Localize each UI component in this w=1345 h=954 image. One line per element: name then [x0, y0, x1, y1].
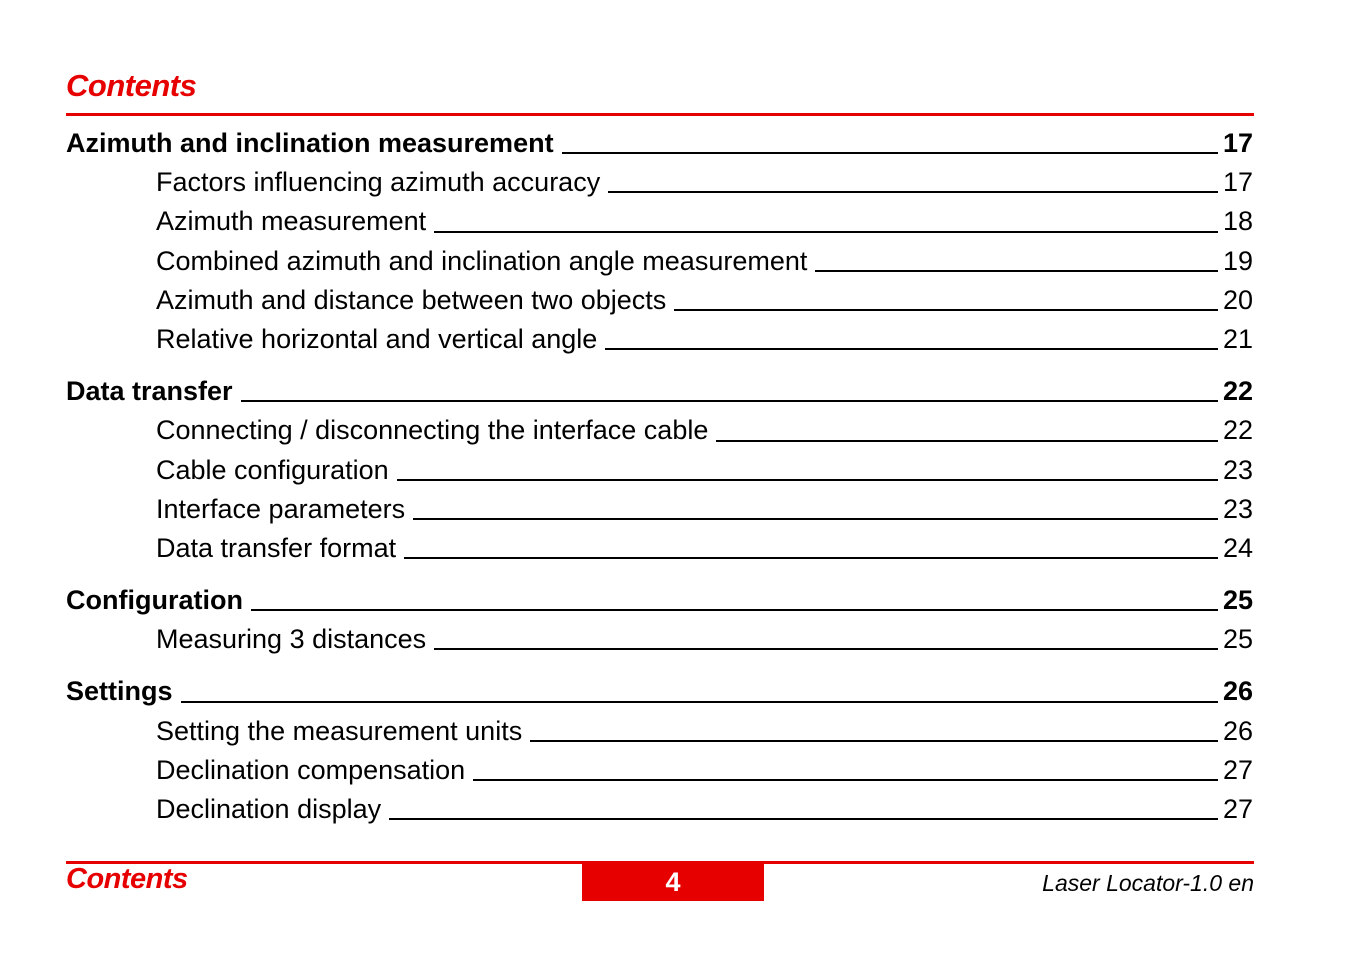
- toc-entry-page: 23: [1222, 454, 1253, 485]
- toc-section: [66, 581, 1253, 659]
- toc-entry-title: Data transfer: [66, 376, 233, 407]
- toc-entry-sub[interactable]: [66, 163, 1253, 202]
- toc-entry-title: Configuration: [66, 585, 243, 616]
- toc-entry-page: 26: [1222, 715, 1253, 746]
- toc-leader: [389, 790, 1221, 829]
- toc-entry-page: 22: [1222, 415, 1253, 446]
- toc-entry-page: 24: [1222, 532, 1253, 563]
- page-number-badge: 4: [582, 864, 764, 901]
- toc-entry-title: Measuring 3 distances: [156, 624, 427, 655]
- toc-entry-page: 23: [1222, 493, 1253, 524]
- toc-entry-page: 17: [1222, 167, 1253, 198]
- page-title: Contents: [66, 68, 197, 103]
- toc-leader: [397, 451, 1221, 490]
- toc-entry-main[interactable]: [66, 581, 1253, 620]
- toc-entry-title: Settings: [66, 676, 173, 707]
- toc-leader: [251, 581, 1221, 620]
- toc-entry-page: 26: [1222, 676, 1253, 707]
- toc-entry-title: Data transfer format: [156, 532, 397, 563]
- toc-leader: [434, 620, 1221, 659]
- toc-entry-page: 18: [1222, 206, 1253, 237]
- toc-leader: [562, 124, 1221, 163]
- toc-entry-page: 22: [1222, 376, 1253, 407]
- toc-section: [66, 672, 1253, 829]
- toc-entry-sub[interactable]: [66, 451, 1253, 490]
- toc-entry-sub[interactable]: [66, 320, 1253, 359]
- toc-leader: [815, 242, 1221, 281]
- toc-entry-page: 21: [1222, 323, 1253, 354]
- toc-leader: [413, 490, 1221, 529]
- toc-entry-title: Declination display: [156, 794, 382, 824]
- toc-leader: [674, 281, 1221, 320]
- footer-product-name: Laser Locator-1.0 en: [1042, 870, 1254, 896]
- toc-entry-page: 25: [1222, 624, 1253, 655]
- toc-entry-page: 19: [1222, 245, 1253, 276]
- toc-entry-page: 20: [1222, 284, 1253, 315]
- toc-entry-title: Combined azimuth and inclination angle measurement: [156, 245, 808, 276]
- toc-leader: [241, 372, 1221, 411]
- toc-entry-title: Connecting / disconnecting the interface cable: [156, 415, 709, 446]
- toc-entry-title: Azimuth and inclination measurement: [66, 128, 554, 158]
- toc-leader: [404, 529, 1221, 568]
- toc-entry-sub[interactable]: [66, 529, 1253, 568]
- header-rule: [66, 113, 1254, 116]
- toc-entry-title: Declination compensation: [156, 754, 466, 785]
- toc-entry-sub[interactable]: [66, 411, 1253, 450]
- toc-entry-title: Interface parameters: [156, 493, 406, 524]
- toc-entry-main[interactable]: [66, 372, 1253, 411]
- toc-entry-page: 25: [1222, 585, 1253, 616]
- toc-entry-title: Setting the measurement units: [156, 715, 523, 746]
- toc-leader: [608, 163, 1221, 202]
- toc-entry-sub[interactable]: [66, 790, 1253, 829]
- toc-entry-main[interactable]: [66, 672, 1253, 711]
- toc-leader: [434, 202, 1221, 241]
- toc-leader: [473, 751, 1221, 790]
- toc-section: [66, 372, 1253, 568]
- toc-entry-sub[interactable]: [66, 620, 1253, 659]
- toc-leader: [605, 320, 1221, 359]
- toc-leader: [530, 712, 1221, 751]
- toc-entry-main[interactable]: [66, 124, 1253, 163]
- toc-entry-sub[interactable]: [66, 751, 1253, 790]
- toc-leader: [716, 411, 1221, 450]
- toc-entry-title: Cable configuration: [156, 454, 389, 485]
- toc-entry-sub[interactable]: [66, 242, 1253, 281]
- toc-section: [66, 124, 1253, 359]
- toc-leader: [181, 672, 1221, 711]
- toc-entry-sub[interactable]: [66, 490, 1253, 529]
- toc-entry-title: Relative horizontal and vertical angle: [156, 323, 598, 354]
- toc-entry-sub[interactable]: [66, 712, 1253, 751]
- toc-entry-page: 27: [1222, 794, 1253, 824]
- toc-entry-page: 17: [1222, 128, 1253, 158]
- toc-entry-title: Factors influencing azimuth accuracy: [156, 167, 601, 198]
- toc-entry-title: Azimuth measurement: [156, 206, 427, 237]
- toc-entry-sub[interactable]: [66, 281, 1253, 320]
- table-of-contents: [66, 124, 1253, 829]
- toc-entry-sub[interactable]: [66, 202, 1253, 241]
- footer-section-title: Contents: [66, 863, 188, 895]
- toc-entry-title: Azimuth and distance between two objects: [156, 284, 667, 315]
- toc-entry-page: 27: [1222, 754, 1253, 785]
